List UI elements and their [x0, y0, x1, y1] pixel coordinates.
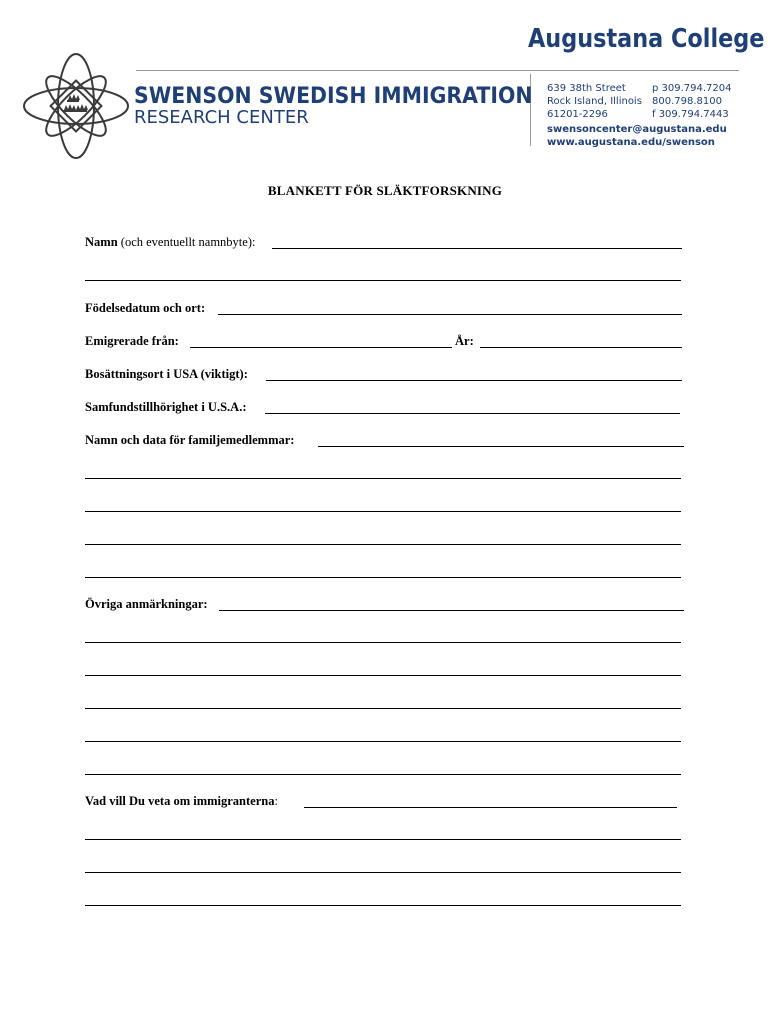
question-line-2[interactable]: [85, 839, 681, 840]
birth-label: Födelsedatum och ort:: [85, 301, 206, 315]
question-line[interactable]: [304, 807, 677, 808]
header-rule: [136, 70, 739, 71]
address-line: 639 38th Street: [547, 83, 626, 94]
remarks-line-5[interactable]: [85, 741, 681, 742]
org-subtitle: RESEARCH CENTER: [134, 107, 309, 128]
remarks-line-3[interactable]: [85, 675, 681, 676]
family-line-4[interactable]: [85, 544, 681, 545]
remarks-line-4[interactable]: [85, 708, 681, 709]
swedish-crown-emblem-icon: [20, 50, 132, 162]
congregation-label: Samfundstillhörighet i U.S.A.:: [85, 400, 247, 414]
emigrated-field[interactable]: [85, 334, 179, 349]
remarks-label: Övriga anmärkningar:: [85, 597, 208, 611]
phone-line: p 309.794.7204: [652, 83, 732, 94]
year-label: År:: [455, 334, 474, 348]
phone-line: 800.798.8100: [652, 96, 722, 107]
birth-line[interactable]: [218, 314, 682, 315]
family-line-2[interactable]: [85, 478, 681, 479]
form-title: BLANKETT FÖR SLÄKTFORSKNING: [267, 183, 503, 198]
address-line: 61201-2296: [547, 109, 608, 120]
phone-line: f 309.794.7443: [652, 109, 729, 120]
question-line-3[interactable]: [85, 872, 681, 873]
org-name: SWENSON SWEDISH IMMIGRATION: [134, 84, 533, 109]
name-label: Namn: [85, 235, 118, 249]
congregation-line[interactable]: [265, 413, 680, 414]
family-field[interactable]: [85, 433, 294, 448]
email-link[interactable]: swensoncenter@augustana.edu: [547, 124, 727, 135]
phone-block: [652, 82, 732, 121]
congregation-field[interactable]: [85, 400, 246, 415]
name-line-2[interactable]: [85, 280, 681, 281]
question-label: Vad vill Du veta om immigranterna: [85, 794, 275, 808]
settlement-label: Bosättningsort i USA (viktigt):: [85, 367, 248, 381]
family-line[interactable]: [318, 446, 684, 447]
remarks-field[interactable]: [85, 597, 208, 612]
family-line-3[interactable]: [85, 511, 681, 512]
college-name: Augustana College: [528, 24, 765, 54]
address-block: [547, 82, 642, 121]
family-line-5[interactable]: [85, 577, 681, 578]
name-note: (och eventuellt namnbyte):: [117, 235, 256, 249]
name-line[interactable]: [272, 248, 682, 249]
settlement-field[interactable]: [85, 367, 248, 382]
emigrated-label: Emigrerade från:: [85, 334, 179, 348]
family-label: Namn och data för familjemedlemmar:: [85, 433, 295, 447]
question-line-4[interactable]: [85, 905, 681, 906]
settlement-line[interactable]: [266, 380, 682, 381]
name-field[interactable]: [85, 235, 255, 250]
remarks-line-2[interactable]: [85, 642, 681, 643]
remarks-line-6[interactable]: [85, 774, 681, 775]
birth-field[interactable]: [85, 301, 205, 316]
remarks-line[interactable]: [219, 610, 684, 611]
web-contact: [547, 123, 727, 149]
question-colon: :: [274, 794, 278, 808]
question-field[interactable]: [85, 794, 278, 809]
year-field[interactable]: [455, 334, 474, 349]
address-line: Rock Island, Illinois: [547, 96, 642, 107]
year-line[interactable]: [480, 347, 682, 348]
website-link[interactable]: www.augustana.edu/swenson: [547, 137, 715, 148]
emigrated-line[interactable]: [190, 347, 452, 348]
